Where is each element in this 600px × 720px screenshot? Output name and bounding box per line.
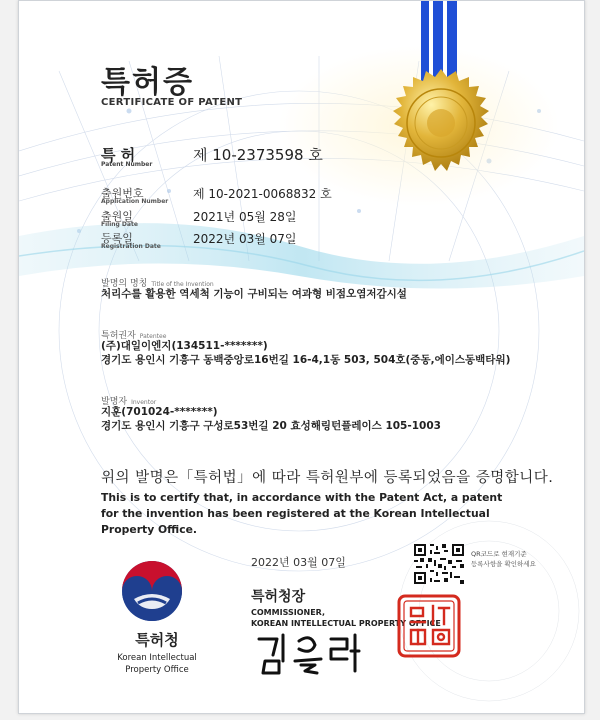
patent-number-label-en: Patent Number (101, 161, 153, 168)
inventor-label: 발명자 (101, 397, 128, 407)
patentee-name: (주)대일이엔지(134511-*******) (101, 340, 268, 352)
filing-date-value: 2021년 05월 28일 (193, 210, 297, 224)
certificate-title: 특허증 (101, 65, 194, 100)
qr-note-line2: 등록사항을 확인하세요 (471, 560, 536, 568)
signature-icon (255, 631, 365, 677)
kipo-logo-icon (120, 559, 184, 623)
filing-date-label: 출원일 (101, 210, 133, 223)
patentee-address: 경기도 용인시 기흥구 동백중앙로16번길 16-4,1동 503, 504호(중동,에이스동백타워) (101, 354, 511, 366)
office-name-en-line2: Property Office (125, 665, 189, 675)
issue-date: 2022년 03월 07일 (251, 556, 346, 569)
inventor-label-en: Inventor (131, 399, 157, 406)
official-stamp-icon (397, 594, 461, 658)
qr-code-icon (414, 544, 464, 584)
commissioner-title: 특허청장 (251, 589, 306, 605)
certification-statement-ko: 위의 발명은「특허법」에 따라 특허원부에 등록되었음을 증명합니다. (101, 470, 554, 486)
qr-note (471, 549, 536, 569)
certification-statement-en: This is to certify that, in accordance with the Patent Act, a patent for the invention has been registered at the Korean Intellectual Property Office. (101, 491, 503, 536)
inventor-address: 경기도 용인시 기흥구 구성로53번길 20 효성해링턴플레이스 105-1003 (101, 420, 441, 432)
invention-title: 처리수를 활용한 역세척 기능이 구비되는 여과형 비점오염저감시설 (101, 288, 407, 300)
patentee-label-en: Patentee (139, 333, 167, 340)
patentee-label: 특허권자 (101, 331, 136, 341)
certificate-page (18, 0, 585, 714)
commissioner-title-en-line1: COMMISSIONER, (251, 608, 326, 617)
application-number-value: 제 10-2021-0068832 호 (193, 187, 332, 201)
registration-date-label: 등록일 (101, 232, 133, 245)
office-name-en (97, 652, 217, 676)
certificate-title-en: CERTIFICATE OF PATENT (101, 97, 243, 108)
patent-number-label: 특 허 (101, 146, 136, 164)
registration-date-value: 2022년 03월 07일 (193, 232, 297, 246)
invention-label-en: Title of the Invention (151, 281, 214, 288)
patent-number-value: 제 10-2373598 호 (193, 146, 323, 164)
invention-label: 발명의 명칭 (101, 279, 148, 289)
application-number-label: 출원번호 (101, 187, 144, 200)
inventor-name: 지훈(701024-*******) (101, 406, 218, 418)
application-number-label-en: Application Number (101, 198, 169, 205)
filing-date-label-en: Filing Date (101, 221, 138, 228)
commissioner-title-en-line2: KOREAN INTELLECTUAL PROPERTY OFFICE (251, 619, 441, 628)
registration-date-label-en: Registration Date (101, 243, 161, 250)
office-name-en-line1: Korean Intellectual (117, 653, 197, 663)
qr-note-line1: QR코드로 현재기준 (471, 550, 527, 558)
gold-seal-icon (379, 67, 503, 191)
office-name: 특허청 (135, 631, 179, 649)
